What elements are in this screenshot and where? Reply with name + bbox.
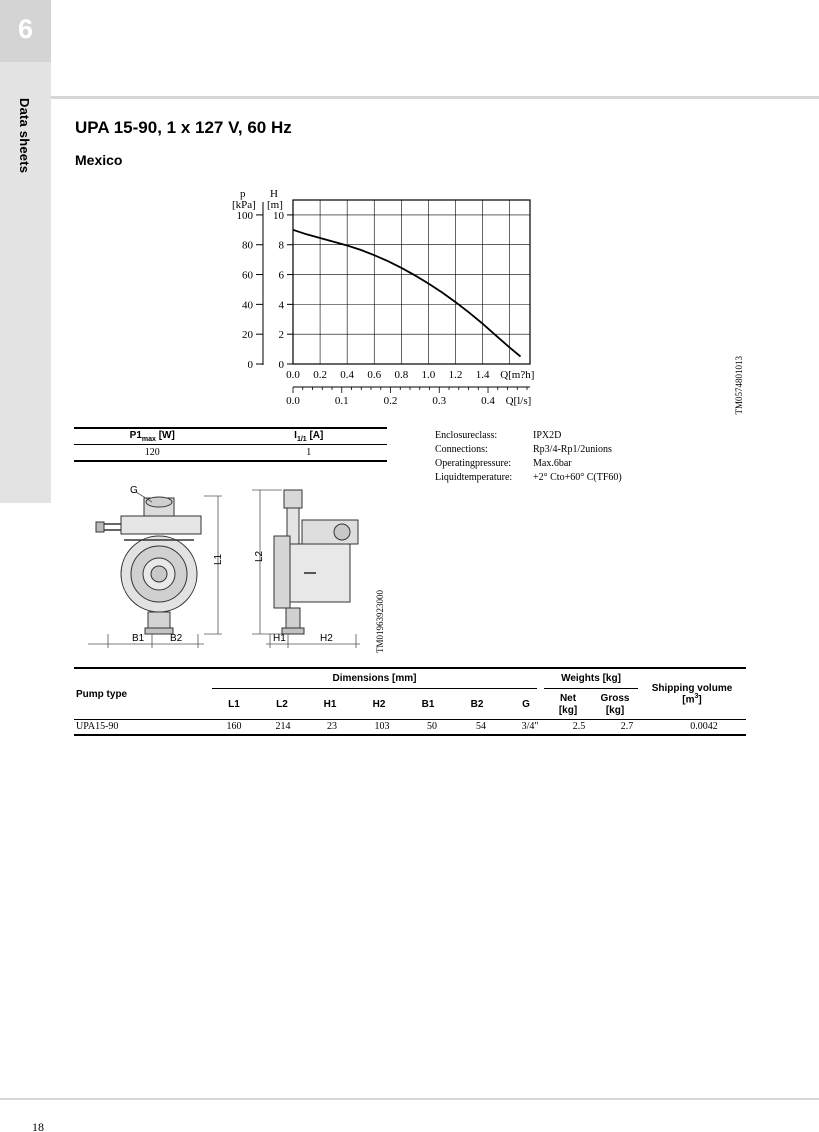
p1-value: 120 xyxy=(144,447,160,458)
label-b2: B2 xyxy=(170,633,183,644)
h-axis-tick-label: 8 xyxy=(278,239,284,252)
h-axis xyxy=(273,210,293,371)
col-header-l2: L2 xyxy=(276,699,288,710)
x-axis-ls xyxy=(286,387,531,407)
x-axis-ls-unit: Q[l/s] xyxy=(505,395,532,407)
cell-gross: 2.7 xyxy=(620,721,634,732)
x-axis-m3h-tick-label: 1.4 xyxy=(475,369,490,381)
x-axis-ls-tick-label: 0.3 xyxy=(432,395,447,407)
col-header-h1: H1 xyxy=(323,699,337,710)
tm-code-curve: TM0574801013 xyxy=(734,356,744,415)
label-h2: H2 xyxy=(320,633,333,644)
p-axis-tick-label: 60 xyxy=(242,269,253,282)
h-axis-tick-label: 2 xyxy=(278,329,284,342)
col-header-l1: L1 xyxy=(228,699,240,710)
h-axis-tick-label: 6 xyxy=(278,269,284,282)
p-axis-tick-label: 20 xyxy=(242,329,253,342)
label-l1: L1 xyxy=(213,553,224,565)
cell-pump-type: UPA15-90 xyxy=(76,721,119,732)
table-rule xyxy=(74,734,746,736)
side-tab xyxy=(0,0,51,503)
dimensions-table xyxy=(74,667,746,736)
spec-row xyxy=(435,470,622,484)
h-axis-tick-label: 10 xyxy=(273,209,284,222)
p-axis-tick-label: 40 xyxy=(242,299,253,312)
spec-value: IPX2D xyxy=(533,429,562,441)
x-axis-m3h-tick-label: 0.4 xyxy=(340,369,355,381)
p-axis-tick-label: 0 xyxy=(247,359,253,371)
power-table-row xyxy=(74,445,387,460)
h-axis-unit: [m] xyxy=(267,199,283,211)
spec-label: Enclosureclass: xyxy=(435,429,498,441)
spec-label: Connections: xyxy=(435,443,488,455)
h-axis-tick-label: 0 xyxy=(278,359,284,371)
col-header-g: G xyxy=(522,699,530,710)
chapter-title: Data sheets xyxy=(17,98,32,174)
bottom-divider xyxy=(0,1098,819,1100)
col-header-b2: B2 xyxy=(470,699,484,710)
top-divider xyxy=(51,96,819,99)
p-axis-tick-label: 80 xyxy=(242,239,253,252)
power-table-header xyxy=(74,429,387,444)
p-axis-unit: [kPa] xyxy=(232,199,256,211)
chart-grid xyxy=(293,200,530,364)
x-axis-m3h-tick-label: 1.0 xyxy=(421,369,436,381)
col-header-net-unit: [kg] xyxy=(558,705,578,716)
spec-label: Operatingpressure: xyxy=(435,457,512,469)
pump-type-header: Pump type xyxy=(76,689,128,700)
p-axis-label: p xyxy=(240,188,246,200)
page-title: UPA 15-90, 1 x 127 V, 60 Hz xyxy=(75,118,292,137)
page-subtitle: Mexico xyxy=(75,152,123,168)
cell-b2: 54 xyxy=(476,721,486,732)
col-header-gross: Gross xyxy=(600,693,630,704)
x-axis-m3h-tick-label: 0.8 xyxy=(394,369,409,381)
power-table xyxy=(74,427,387,462)
tm-code-drawing: TM01963923000 xyxy=(375,590,385,653)
x-axis-ls-tick-label: 0.1 xyxy=(334,395,349,407)
pump-front-view xyxy=(96,497,201,634)
label-l2: L2 xyxy=(254,550,265,562)
p1-header: $P1_{max}$ [W] xyxy=(129,430,175,443)
table-row xyxy=(74,720,746,734)
page-number: 18 xyxy=(32,1120,44,1132)
spec-value: Max.6bar xyxy=(533,457,572,469)
col-header-b1: B1 xyxy=(421,699,435,710)
p-axis-tick-label: 100 xyxy=(236,209,253,222)
x-axis-m3h-tick-label: 0.0 xyxy=(286,369,300,381)
pump-side-view xyxy=(274,490,358,634)
table-rule xyxy=(74,460,387,462)
chart-plot-frame xyxy=(293,200,530,364)
cell-l2: 214 xyxy=(275,721,291,732)
x-axis-ls-tick-label: 0.2 xyxy=(383,395,398,407)
x-axis-ls-tick-label: 0.4 xyxy=(481,395,495,407)
p-axis xyxy=(237,202,264,371)
group-underline-weights xyxy=(544,688,638,689)
pump-curve-chart xyxy=(226,182,536,417)
spec-row xyxy=(435,442,622,456)
col-header-gross-unit: [kg] xyxy=(605,705,625,716)
group-underline-dimensions xyxy=(212,688,537,689)
pump-dimension-drawing xyxy=(74,478,384,650)
label-h1: H1 xyxy=(273,633,286,644)
x-axis-ls-tick-label: 0.0 xyxy=(286,395,300,407)
cell-b1: 50 xyxy=(427,721,437,732)
weights-group-header: Weights [kg] xyxy=(561,673,621,684)
i-value: 1 xyxy=(306,447,312,458)
chapter-number: 6 xyxy=(17,14,34,44)
x-axis-m3h-tick-label: 1.2 xyxy=(448,369,463,381)
h-axis-label: H xyxy=(270,188,278,200)
x-axis-m3h-tick-label: 0.6 xyxy=(367,369,382,381)
cell-h1: 23 xyxy=(327,721,337,732)
dimensions-table-header xyxy=(74,669,746,719)
spec-value: Rp3/4-Rp1/2unions xyxy=(533,443,612,455)
cell-l1: 160 xyxy=(226,721,242,732)
cell-h2: 103 xyxy=(374,721,390,732)
label-b1: B1 xyxy=(132,633,145,644)
chapter-box xyxy=(0,0,51,62)
spec-row xyxy=(435,428,622,442)
col-header-net: Net xyxy=(559,693,577,704)
x-axis-m3h-tick-label: 0.2 xyxy=(313,369,327,381)
col-header-shipping-unit: $[m^3]$ xyxy=(682,693,702,706)
spec-row xyxy=(435,456,622,470)
cell-g: 3/4" xyxy=(521,721,539,732)
x-axis-m3h xyxy=(286,369,534,381)
label-g: G xyxy=(130,485,138,496)
x-axis-m3h-unit: Q[m?h] xyxy=(500,369,535,381)
pump-curve-line xyxy=(293,230,521,357)
col-header-h2: H2 xyxy=(372,699,386,710)
spec-value: +2° Cto+60° C(TF60) xyxy=(533,471,622,483)
dimensions-group-header: Dimensions [mm] xyxy=(332,673,417,684)
h-axis-tick-label: 4 xyxy=(278,299,284,312)
spec-label: Liquidtemperature: xyxy=(435,471,513,483)
i-header: $I_{1/1}$ [A] xyxy=(294,430,324,443)
spec-list xyxy=(435,428,622,484)
col-header-shipping: Shipping volume xyxy=(651,683,733,694)
cell-shipping: 0.0042 xyxy=(690,721,718,732)
cell-net: 2.5 xyxy=(572,721,586,732)
